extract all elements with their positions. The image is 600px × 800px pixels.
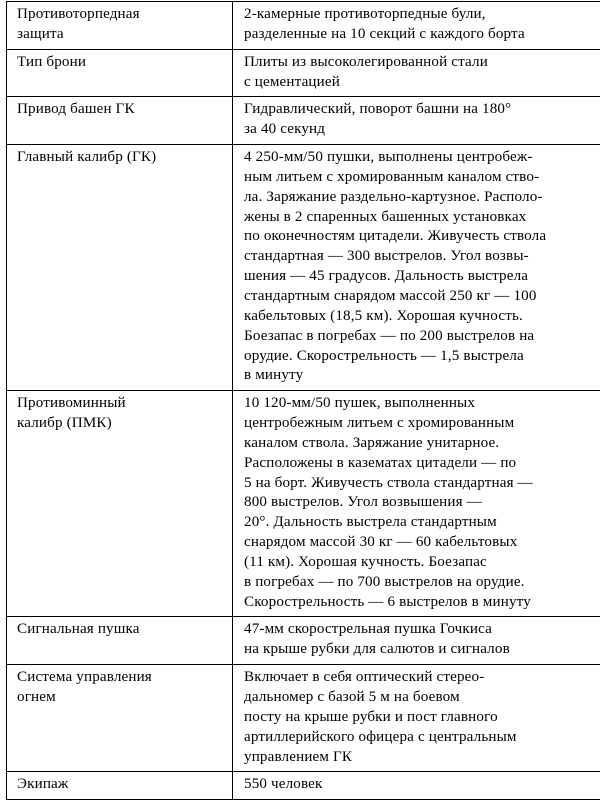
value-line: 47-мм скорострельная пушка Гочкиса	[244, 620, 600, 640]
value-line: Включает в себя оптический стерео-	[244, 668, 600, 688]
row-label-cell	[7, 145, 233, 391]
label-line: Экипаж	[17, 775, 226, 795]
table-row	[7, 772, 600, 800]
row-label-cell	[7, 617, 233, 665]
row-label-cell	[7, 772, 233, 800]
value-line: Боезапас в погребах — по 200 выстрелов на	[244, 327, 600, 347]
value-line: каналом ствола. Заряжание унитарное.	[244, 434, 600, 454]
value-line: 10 120-мм/50 пушек, выполненных	[244, 394, 600, 414]
row-value-cell	[233, 145, 600, 391]
label-line: Противоминный	[17, 394, 226, 414]
table-row	[7, 617, 600, 665]
value-line: в погребах — по 700 выстрелов на орудие.	[244, 573, 600, 593]
value-line: 4 250-мм/50 пушки, выполнены центробеж-	[244, 148, 600, 168]
value-line: стандартная — 300 выстрелов. Угол возвы-	[244, 247, 600, 267]
row-value-cell	[233, 2, 600, 50]
label-line: Главный калибр (ГК)	[17, 148, 226, 168]
value-line: ным литьем с хромированным каналом ство-	[244, 168, 600, 188]
value-line: Расположены в казематах цитадели — по	[244, 454, 600, 474]
table-row	[7, 391, 600, 617]
row-label-cell	[7, 97, 233, 145]
label-line: калибр (ПМК)	[17, 414, 226, 434]
row-value-cell	[233, 665, 600, 772]
row-label-cell	[7, 2, 233, 50]
row-label-cell	[7, 49, 233, 97]
value-line: шения — 45 градусов. Дальность выстрела	[244, 267, 600, 287]
value-line: артиллерийского офицера с центральным	[244, 728, 600, 748]
value-line: 550 человек	[244, 775, 600, 795]
table-row	[7, 2, 600, 50]
value-line: центробежным литьем с хромированным	[244, 414, 600, 434]
row-label-cell	[7, 665, 233, 772]
value-line: управлением ГК	[244, 748, 600, 768]
value-line: жены в 2 спаренных башенных установках	[244, 208, 600, 228]
label-line: огнем	[17, 688, 226, 708]
value-line: с цементацией	[244, 73, 600, 93]
value-line: 800 выстрелов. Угол возвышения —	[244, 493, 600, 513]
value-line: кабельтовых (18,5 км). Хорошая кучность.	[244, 307, 600, 327]
value-line: по оконечностям цитадели. Живучесть ствола	[244, 227, 600, 247]
value-line: 5 на борт. Живучесть ствола стандартная —	[244, 474, 600, 494]
label-line: защита	[17, 25, 226, 45]
label-line: Система управления	[17, 668, 226, 688]
label-line: Привод башен ГК	[17, 100, 226, 120]
table-row	[7, 665, 600, 772]
value-line: орудие. Скорострельность — 1,5 выстрела	[244, 347, 600, 367]
row-value-cell	[233, 49, 600, 97]
row-label-cell	[7, 391, 233, 617]
label-line: Тип брони	[17, 53, 226, 73]
row-value-cell	[233, 617, 600, 665]
row-value-cell	[233, 391, 600, 617]
value-line: на крыше рубки для салютов и сигналов	[244, 640, 600, 660]
value-line: за 40 секунд	[244, 120, 600, 140]
specification-table	[6, 1, 600, 800]
label-line: Сигнальная пушка	[17, 620, 226, 640]
value-line: Скорострельность — 6 выстрелов в минуту	[244, 593, 600, 613]
label-line: Противоторпедная	[17, 5, 226, 25]
value-line: в минуту	[244, 366, 600, 386]
table-row	[7, 49, 600, 97]
table-row	[7, 97, 600, 145]
value-line: Гидравлический, поворот башни на 180°	[244, 100, 600, 120]
value-line: ла. Заряжание раздельно-картузное. Располо-	[244, 188, 600, 208]
value-line: стандартным снарядом массой 250 кг — 100	[244, 287, 600, 307]
value-line: Плиты из высоколегированной стали	[244, 53, 600, 73]
value-line: (11 км). Хорошая кучность. Боезапас	[244, 553, 600, 573]
value-line: 20°. Дальность выстрела стандартным	[244, 513, 600, 533]
value-line: разделенные на 10 секций с каждого борта	[244, 25, 600, 45]
value-line: посту на крыше рубки и пост главного	[244, 708, 600, 728]
value-line: снарядом массой 30 кг — 60 кабельтовых	[244, 533, 600, 553]
value-line: 2-камерные противоторпедные були,	[244, 5, 600, 25]
row-value-cell	[233, 772, 600, 800]
value-line: дальномер с базой 5 м на боевом	[244, 688, 600, 708]
row-value-cell	[233, 97, 600, 145]
table-row	[7, 145, 600, 391]
table-body	[7, 2, 600, 800]
